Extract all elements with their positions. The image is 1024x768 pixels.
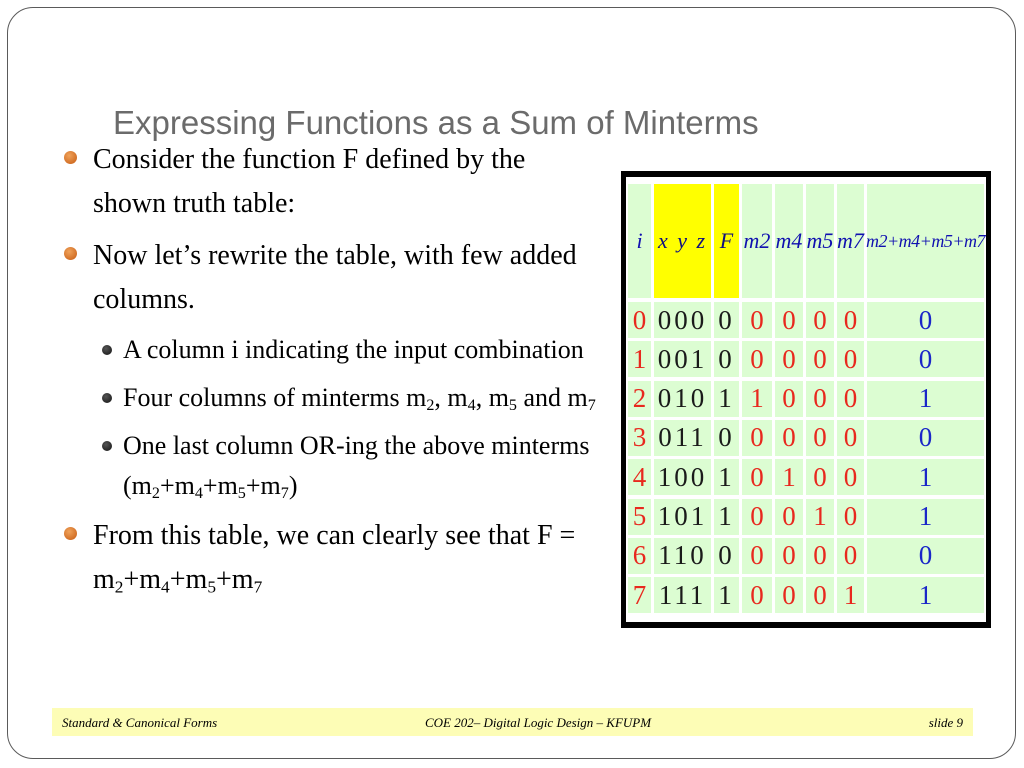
table-cell-m5: 0	[806, 302, 834, 338]
table-cell-i: 5	[628, 499, 651, 535]
table-cell-m2: 0	[742, 459, 772, 495]
bullet-item	[60, 514, 600, 602]
sub-bullet-text: A column i indicating the input combination	[123, 335, 584, 364]
sub-bullet-text: One last column OR-ing the above minterms $(m_2+m_4+m_5+m_7)$	[123, 431, 590, 503]
table-cell-i: 0	[628, 302, 651, 338]
sub-bullet-item	[60, 378, 600, 418]
sub-bullet-dot-icon	[102, 393, 112, 403]
table-cell-m5: 1	[806, 499, 834, 535]
table-cell-m4: 0	[775, 577, 803, 613]
table-cell-sum: 1	[867, 381, 984, 417]
header-i: i	[628, 184, 651, 298]
table-row	[628, 420, 984, 456]
table-cell-m2: 0	[742, 538, 772, 574]
bullet-dot-icon	[64, 247, 77, 260]
table-cell-m7: 0	[837, 499, 864, 535]
table-cell-m5: 0	[806, 538, 834, 574]
table-cell-m2: 0	[742, 420, 772, 456]
sub-bullet-dot-icon	[102, 441, 112, 451]
table-cell-sum: 0	[867, 341, 984, 377]
table-cell-m7: 1	[837, 577, 864, 613]
bullet-dot-icon	[64, 527, 77, 540]
sub-bullet-item	[60, 426, 600, 506]
table-cell-xyz: 101	[654, 499, 711, 535]
table-cell-xyz: 000	[654, 302, 711, 338]
header-sum: m2+m4+m5+m7	[867, 184, 984, 298]
table-cell-f: 1	[714, 499, 739, 535]
table-cell-m2: 0	[742, 341, 772, 377]
table-cell-m4: 0	[775, 499, 803, 535]
header-m2: m2	[742, 184, 772, 298]
header-f: F	[714, 184, 739, 298]
table-cell-m5: 0	[806, 420, 834, 456]
table-cell-m7: 0	[837, 302, 864, 338]
bullet-dot-icon	[64, 151, 77, 164]
table-cell-m2: 0	[742, 499, 772, 535]
table-cell-m2: 0	[742, 302, 772, 338]
table-row	[628, 499, 984, 535]
table-cell-xyz: 100	[654, 459, 711, 495]
bullet-text: Now let’s rewrite the table, with few added columns.	[93, 240, 577, 315]
table-cell-sum: 1	[867, 499, 984, 535]
table-cell-f: 0	[714, 341, 739, 377]
truth-table-header	[628, 184, 984, 298]
bullet-item	[60, 138, 600, 226]
sub-bullet-text: Four columns of minterms $m_2$, $m_4$, $m_5$ and $m_7$	[123, 383, 596, 415]
table-row	[628, 577, 984, 613]
table-cell-m7: 0	[837, 459, 864, 495]
footer-bar	[52, 708, 973, 736]
table-cell-m4: 1	[775, 459, 803, 495]
table-cell-i: 1	[628, 341, 651, 377]
table-cell-i: 7	[628, 577, 651, 613]
table-cell-xyz: 111	[654, 577, 711, 613]
table-cell-xyz: 110	[654, 538, 711, 574]
table-cell-f: 0	[714, 420, 739, 456]
slide-title: Expressing Functions as a Sum of Minterms	[113, 104, 759, 141]
table-cell-xyz: 001	[654, 341, 711, 377]
table-cell-m5: 0	[806, 381, 834, 417]
bullet-list	[60, 138, 600, 610]
table-cell-xyz: 011	[654, 420, 711, 456]
footer-left: Standard & Canonical Forms	[62, 715, 218, 730]
table-cell-f: 0	[714, 302, 739, 338]
table-cell-m7: 0	[837, 341, 864, 377]
bullet-text: Consider the function F defined by the shown truth table:	[93, 144, 526, 219]
bullet-item	[60, 234, 600, 322]
table-cell-f: 1	[714, 577, 739, 613]
table-cell-m5: 0	[806, 341, 834, 377]
table-cell-m5: 0	[806, 459, 834, 495]
table-cell-xyz: 010	[654, 381, 711, 417]
table-cell-i: 6	[628, 538, 651, 574]
table-cell-i: 4	[628, 459, 651, 495]
table-cell-m7: 0	[837, 538, 864, 574]
table-cell-m4: 0	[775, 341, 803, 377]
table-row	[628, 341, 984, 377]
table-cell-m7: 0	[837, 381, 864, 417]
table-cell-m5: 0	[806, 577, 834, 613]
table-cell-m7: 0	[837, 420, 864, 456]
table-cell-m4: 0	[775, 381, 803, 417]
table-cell-m4: 0	[775, 302, 803, 338]
sub-bullet-dot-icon	[102, 345, 112, 355]
table-cell-i: 3	[628, 420, 651, 456]
table-cell-i: 2	[628, 381, 651, 417]
table-cell-m4: 0	[775, 538, 803, 574]
sub-bullet-item	[60, 330, 600, 370]
table-cell-sum: 0	[867, 420, 984, 456]
footer-center: COE 202– Digital Logic Design – KFUPM	[425, 715, 652, 730]
table-row	[628, 538, 984, 574]
table-cell-sum: 1	[867, 577, 984, 613]
table-row	[628, 302, 984, 338]
table-cell-f: 0	[714, 538, 739, 574]
table-cell-sum: 1	[867, 459, 984, 495]
table-cell-m2: 0	[742, 577, 772, 613]
table-cell-sum: 0	[867, 538, 984, 574]
header-xyz: x y z	[654, 184, 711, 298]
table-cell-f: 1	[714, 381, 739, 417]
table-row	[628, 459, 984, 495]
footer-slide-number: slide 9	[928, 715, 963, 730]
table-cell-f: 1	[714, 459, 739, 495]
header-m7: m7	[837, 184, 864, 298]
table-cell-m2: 1	[742, 381, 772, 417]
header-m4: m4	[775, 184, 803, 298]
table-cell-m4: 0	[775, 420, 803, 456]
header-m5: m5	[806, 184, 834, 298]
table-cell-sum: 0	[867, 302, 984, 338]
table-row	[628, 381, 984, 417]
bullet-text: From this table, we can clearly see that $F = m_2+m_4+m_5+m_7$	[93, 520, 576, 597]
